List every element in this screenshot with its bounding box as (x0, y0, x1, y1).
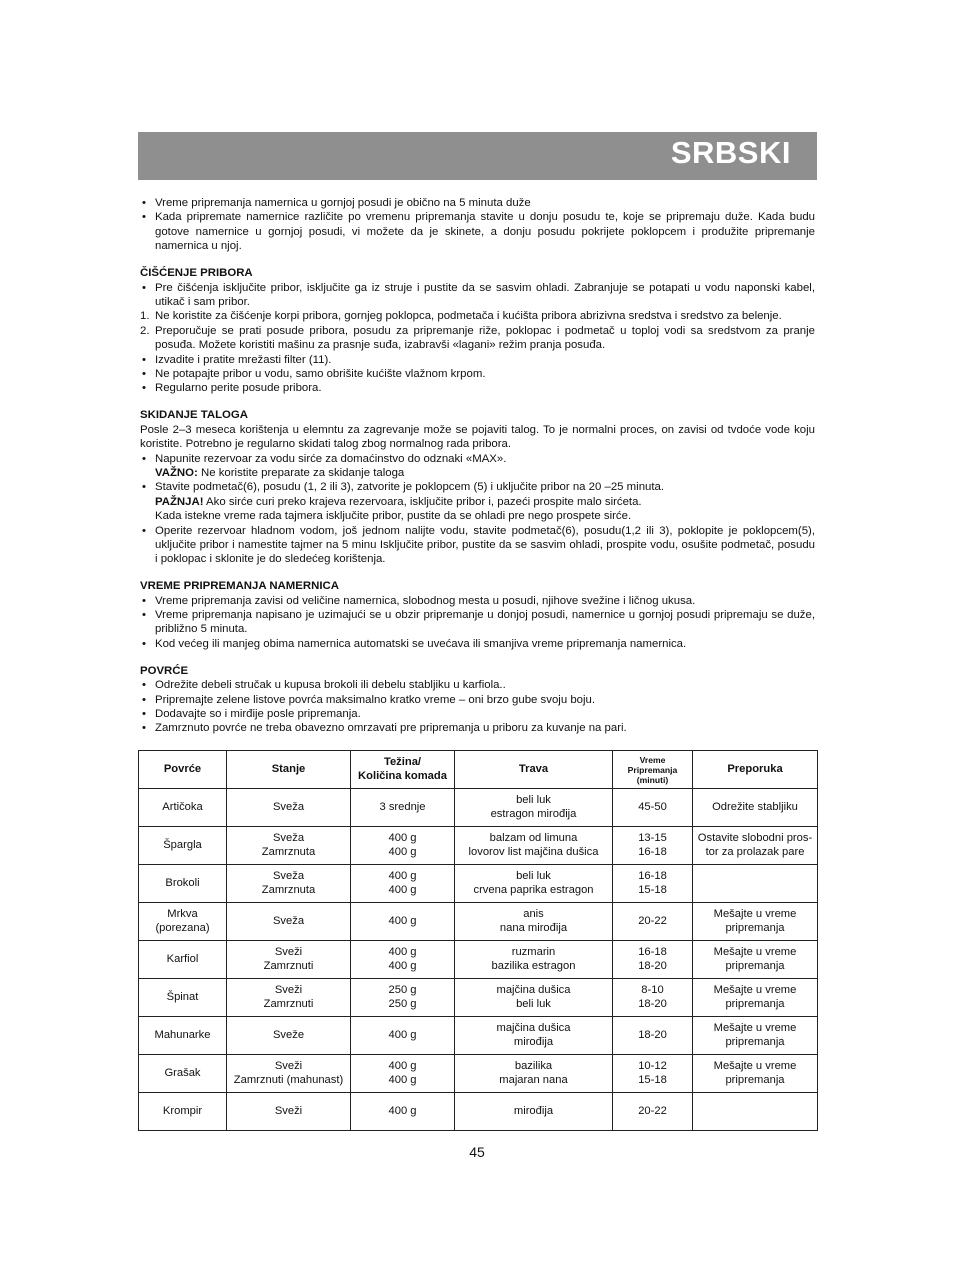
cell-time (613, 1093, 693, 1131)
cleaning-heading: ČIŠĆENJE PRIBORA (140, 267, 253, 280)
cell-line: Mešajte u vreme (713, 1022, 797, 1034)
bullet-marker: • (142, 637, 146, 650)
cell-line: 400 g (388, 870, 417, 882)
cell-vegetable (139, 941, 227, 979)
cell-state (227, 865, 351, 903)
cell-line: balzam od limuna (489, 832, 578, 844)
cell-state (227, 1055, 351, 1093)
table-row (139, 1017, 818, 1055)
table-row (139, 979, 818, 1017)
table-row (139, 1055, 818, 1093)
cooking-time-heading: VREME PRIPREMANJA NAMERNICA (140, 580, 339, 593)
cell-advice (693, 979, 818, 1017)
cell-line: majaran nana (499, 1073, 568, 1086)
bullet-marker: • (142, 481, 146, 494)
vegetables-section (140, 664, 815, 736)
cell-line: nana mirođija (499, 921, 568, 934)
cell-line: crvena paprika estragon (473, 883, 594, 896)
cell-herbs (455, 903, 613, 941)
list-item (140, 678, 815, 692)
cell-line: Sveža (272, 832, 305, 844)
cell-line: Mrkva (167, 908, 198, 920)
document-body (140, 196, 815, 736)
cell-time (613, 903, 693, 941)
header-line: (minuti) (636, 774, 669, 785)
cell-advice (693, 1017, 818, 1055)
list-item (140, 324, 815, 353)
cell-line: Sveži (274, 946, 303, 958)
col-header-state: Stanje (227, 751, 351, 789)
important-text: Ne koristite preparate za skidanje taloga (197, 466, 405, 479)
cell-vegetable (139, 1055, 227, 1093)
cell-vegetable (139, 789, 227, 827)
cleaning-list (140, 281, 815, 396)
list-item (140, 721, 815, 735)
vegetables-list (140, 678, 815, 736)
table-header-row (139, 751, 818, 789)
cell-time (613, 827, 693, 865)
list-item-text: Kada pripremate namernice različite po vremenu pripremanja stavite u donju posudu te, koje se pripremaju duže. Kada budu gotove namernice u gornjoj posudi, vi možete da je skinete, a donju posudu pokrijete poklopcem i produžite pripremanje namernica u njoj. (155, 211, 815, 253)
list-item-text: Kod većeg ili manjeg obima namernica automatski se uvećava ili smanjiva vreme pripremanja namernica. (155, 637, 687, 650)
list-item (140, 367, 815, 381)
cell-line: Sveža (272, 914, 305, 927)
cell-line: 15-18 (638, 883, 667, 896)
cell-state (227, 903, 351, 941)
list-item (140, 707, 815, 721)
cell-line: Zamrznuti (mahunast) (233, 1073, 344, 1086)
descaling-item-3: Operite rezervoar hladnom vodom, još jednom nalijte vodu, stavite podmetač(6), posudu(1,2 ili 3), poklopite je poklopcem(5), uključite pribor i namestite tajmer na 5 minu Isključite pribor, pustite da se sasvim ohladi, prospite vodu, osušite podmetač, posudu i poklopac i sklonite je do sledećeg korištenja. (155, 524, 815, 566)
cell-weight (351, 1093, 455, 1131)
cell-weight (351, 979, 455, 1017)
list-item (140, 381, 815, 395)
bullet-marker: • (142, 524, 146, 537)
cell-advice (693, 827, 818, 865)
cell-line: Sveži (274, 984, 303, 996)
table-row (139, 1093, 818, 1131)
bullet-marker: • (142, 722, 146, 735)
cell-line: pripremanja (725, 921, 785, 934)
bullet-marker: • (142, 382, 146, 395)
cell-line: 400 g (388, 914, 417, 927)
list-item (140, 693, 815, 707)
cell-state (227, 827, 351, 865)
bullet-marker: • (142, 708, 146, 720)
cell-herbs (455, 1093, 613, 1131)
list-item-text: Pripremajte zelene listove povrća maksimalno kratko vreme – oni brzo gube svoju boju. (155, 693, 596, 706)
cell-herbs (455, 827, 613, 865)
cell-line: 400 g (388, 946, 417, 958)
cell-line: tor za prolazak pare (705, 845, 805, 858)
cell-line: majčina dušica (496, 984, 571, 996)
attention-note (155, 495, 815, 509)
list-item (140, 196, 815, 210)
cell-weight (351, 865, 455, 903)
cell-vegetable (139, 1017, 227, 1055)
header-banner (138, 132, 817, 180)
list-item-text: Pre čišćenja isključite pribor, isključite ga iz struje i pustite da se sasvim ohladi. Zabranjuje se potapati u vodu naponski kabel, utikač i sam pribor. (155, 281, 815, 308)
table-row (139, 827, 818, 865)
list-item (140, 210, 815, 253)
cell-line: Grašak (164, 1066, 201, 1079)
steaming-table (138, 750, 818, 1131)
cell-line: 16-18 (638, 845, 667, 858)
cell-line: Brokoli (165, 876, 200, 889)
cell-weight (351, 789, 455, 827)
cell-line: Mešajte u vreme (713, 984, 797, 996)
cell-line: Mešajte u vreme (713, 908, 797, 920)
cell-line: Špargla (163, 838, 202, 851)
cell-weight (351, 903, 455, 941)
cell-advice (693, 1093, 818, 1131)
table-body (139, 789, 818, 1131)
cell-line: Sveži (274, 1104, 303, 1117)
cell-line: Zamrznuti (263, 959, 314, 972)
cell-line: 400 g (388, 1028, 417, 1041)
cell-line: 18-20 (638, 997, 667, 1010)
col-header-weight (351, 751, 455, 789)
col-header-time (613, 751, 693, 789)
cell-line: beli luk (516, 794, 551, 806)
table-row (139, 941, 818, 979)
cell-herbs (455, 865, 613, 903)
intro-section (140, 196, 815, 254)
cell-line: ruzmarin (511, 946, 556, 958)
list-item-text: Ne potapajte pribor u vodu, samo obrišite kućište vlažnom krpom. (155, 367, 486, 380)
cell-line: lovorov list majčina dušica (468, 845, 599, 858)
cell-line: 3 srednje (379, 800, 426, 813)
bullet-marker: • (142, 353, 146, 366)
cell-state (227, 1093, 351, 1131)
cell-state (227, 1017, 351, 1055)
important-note (155, 466, 815, 480)
cell-line: 250 g (388, 984, 417, 996)
cell-advice (693, 941, 818, 979)
cleaning-section (140, 266, 815, 396)
cell-weight (351, 941, 455, 979)
cell-line: pripremanja (725, 1035, 785, 1048)
list-item (140, 353, 815, 367)
descaling-paragraph: Posle 2–3 meseca korištenja u elemntu za zagrevanje može se pojaviti talog. To je normalni proces, on zavisi od tvdoće vode koju koristite. Potrebno je regularno skidati talog zbog normalnog rada pribora. (140, 423, 815, 451)
cell-line: Mešajte u vreme (713, 946, 797, 958)
cell-line: 15-18 (638, 1073, 667, 1086)
intro-list (140, 196, 815, 254)
bullet-marker: • (142, 367, 146, 380)
cell-line: (porezana) (155, 921, 210, 934)
list-item (140, 452, 815, 481)
list-item (140, 637, 815, 651)
cell-line: 400 g (388, 883, 417, 896)
cell-line: 20-22 (638, 914, 667, 927)
cell-line: Mahunarke (154, 1028, 211, 1041)
cell-herbs (455, 979, 613, 1017)
list-item-text: Izvadite i pratite mrežasti filter (11). (155, 353, 332, 366)
cell-herbs (455, 1017, 613, 1055)
cell-line: 16-18 (638, 946, 667, 958)
cell-line: Mešajte u vreme (713, 1060, 797, 1072)
cell-line: 16-18 (638, 870, 667, 882)
cell-line: bazilika (514, 1060, 553, 1072)
cell-line: beli luk (516, 870, 551, 882)
cell-line: Odrežite stabljiku (712, 800, 798, 813)
list-item-text: Dodavajte so i mirđije posle pripremanja. (155, 708, 361, 720)
cell-line: 8-10 (641, 984, 664, 996)
important-label: VAŽNO: (155, 466, 198, 479)
list-item-text: Regularno perite posude pribora. (155, 382, 322, 395)
number-marker: 2. (140, 324, 150, 337)
descaling-item-2: Stavite podmetač(6), posudu (1, 2 ili 3), zatvorite je poklopcem (5) i uključite pribor na 20 –25 minuta. (155, 481, 665, 494)
cell-vegetable (139, 865, 227, 903)
list-item (140, 608, 815, 637)
cell-herbs (455, 941, 613, 979)
cell-line: Sveži (274, 1060, 303, 1072)
header-line: Težina/ (383, 756, 422, 768)
cell-state (227, 979, 351, 1017)
cell-line: 18-20 (638, 1028, 667, 1041)
cell-line: anis (523, 908, 544, 920)
cell-line: pripremanja (725, 1073, 785, 1086)
list-item-text: Preporučuje se prati posude pribora, posudu za pripremanje riže, poklopac i podmetač u toploj vodi sa sredstvom za pranje posuđa. Možete koristiti mašinu za prasnje suđa, izabravši «lagani» režim pranja posuđa. (155, 324, 815, 352)
cell-line: 400 g (388, 1104, 417, 1117)
cell-time (613, 979, 693, 1017)
cell-state (227, 789, 351, 827)
col-header-vegetable: Povrće (139, 751, 227, 789)
cell-line: Ostavite slobodni pros- (697, 832, 813, 844)
header-line: Količina komada (358, 769, 447, 782)
list-item (140, 594, 815, 608)
table-row (139, 789, 818, 827)
cell-line: mirođija (513, 1104, 554, 1117)
cell-line: mirođija (513, 1035, 554, 1048)
bullet-marker: • (142, 211, 146, 224)
cell-line: Zamrznuta (261, 883, 316, 896)
cell-line: Zamrznuti (263, 997, 314, 1010)
cell-line: 400 g (388, 845, 417, 858)
list-item-text: Odrežite debeli stručak u kupusa brokoli ili debelu stabljiku u karfiola.. (155, 679, 506, 692)
list-item (140, 524, 815, 567)
cooking-time-list (140, 594, 815, 652)
vegetables-heading: POVRĆE (140, 664, 189, 677)
cell-time (613, 1055, 693, 1093)
descaling-list (140, 452, 815, 567)
page-number: 45 (469, 1144, 485, 1160)
cell-vegetable (139, 1093, 227, 1131)
cell-advice (693, 865, 818, 903)
descaling-section (140, 408, 815, 566)
cell-line: Krompir (162, 1104, 203, 1117)
cell-line: 400 g (388, 1060, 417, 1072)
cell-line: 400 g (388, 959, 417, 972)
bullet-marker: • (142, 281, 146, 294)
table-row (139, 865, 818, 903)
cell-line: 250 g (388, 997, 417, 1010)
cell-line: 13-15 (638, 832, 667, 844)
header-line: Pripremanja (627, 764, 678, 775)
list-item (140, 480, 815, 523)
cell-line: bazilika estragon (491, 959, 576, 972)
cell-weight (351, 1055, 455, 1093)
bullet-marker: • (142, 452, 146, 465)
list-item-text: Vreme pripremanja namernica u gornjoj posudi je obično na 5 minuta duže (155, 197, 531, 209)
bullet-marker: • (142, 594, 146, 607)
cell-advice (693, 1055, 818, 1093)
cell-line: Sveže (272, 1028, 305, 1041)
cell-weight (351, 1017, 455, 1055)
number-marker: 1. (140, 310, 150, 323)
descaling-heading: SKIDANJE TALOGA (140, 409, 249, 422)
cell-weight (351, 827, 455, 865)
cell-vegetable (139, 903, 227, 941)
cell-line: 400 g (388, 1073, 417, 1086)
cell-vegetable (139, 979, 227, 1017)
cell-advice (693, 789, 818, 827)
bullet-marker: • (142, 609, 146, 622)
attention-label: PAŽNJA! (155, 495, 204, 508)
cell-line: 18-20 (638, 959, 667, 972)
list-item (140, 309, 815, 323)
col-header-herbs: Trava (455, 751, 613, 789)
list-item (140, 281, 815, 310)
cell-line: 45-50 (638, 800, 667, 813)
page-title: SRBSKI (670, 135, 791, 170)
cell-line: pripremanja (725, 997, 785, 1010)
cell-line: Sveža (272, 870, 305, 882)
attention-text: Ako sirće curi preko krajeva rezervoara, isključite pribor i, pazeći prospite malo sirćeta. (203, 495, 642, 508)
col-header-advice: Preporuka (693, 751, 818, 789)
bullet-marker: • (142, 679, 146, 692)
cell-advice (693, 903, 818, 941)
cell-time (613, 1017, 693, 1055)
cell-state (227, 941, 351, 979)
bullet-marker: • (142, 693, 146, 706)
list-item-text: Vreme pripremanja zavisi od veličine namernica, slobodnog mesta u posudi, njihove svežine i ličnog ukusa. (155, 594, 696, 607)
descaling-item-2-continued: Kada istekne vreme rada tajmera isključite pribor, pustite da se ohladi pre nego prospete sirće. (155, 510, 632, 523)
cell-herbs (455, 789, 613, 827)
table-row (139, 903, 818, 941)
bullet-marker: • (142, 197, 146, 209)
cell-herbs (455, 1055, 613, 1093)
cell-line: pripremanja (725, 959, 785, 972)
cell-line: 10-12 (638, 1060, 667, 1072)
cell-vegetable (139, 827, 227, 865)
header-line: Vreme (639, 754, 666, 765)
cell-line: majčina dušica (496, 1022, 571, 1034)
list-item-text: Zamrznuto povrće ne treba obavezno omrzavati pre pripremanja u priboru za kuvanje na pari. (155, 722, 627, 735)
cooking-time-section (140, 579, 815, 651)
cell-time (613, 865, 693, 903)
list-item-text: Vreme pripremanja napisano je uzimajući se u obzir pripremanje u donjoj posudi, namernice u gornjoj posudi pripremaju se duže, približno 5 minuta. (155, 609, 815, 636)
cell-time (613, 941, 693, 979)
cell-line: Sveža (272, 800, 305, 813)
cell-line: Artičoka (162, 800, 203, 813)
descaling-item-1: Napunite rezervoar za vodu sirće za domaćinstvo do odznaki «MAX». (155, 452, 507, 465)
cell-line: Zamrznuta (261, 845, 316, 858)
cell-line: Špinat (166, 990, 199, 1003)
cell-line: estragon mirođija (490, 807, 577, 820)
cell-line: beli luk (516, 997, 551, 1010)
cell-time (613, 789, 693, 827)
cell-line: 400 g (388, 832, 417, 844)
cell-line: 20-22 (638, 1104, 667, 1117)
list-item-text: Ne koristite za čišćenje korpi pribora, gornjeg poklopca, podmetača i kućišta pribora abrizivna sredstva i sredstvo za belenje. (155, 310, 782, 323)
cell-line: Karfiol (166, 952, 199, 965)
